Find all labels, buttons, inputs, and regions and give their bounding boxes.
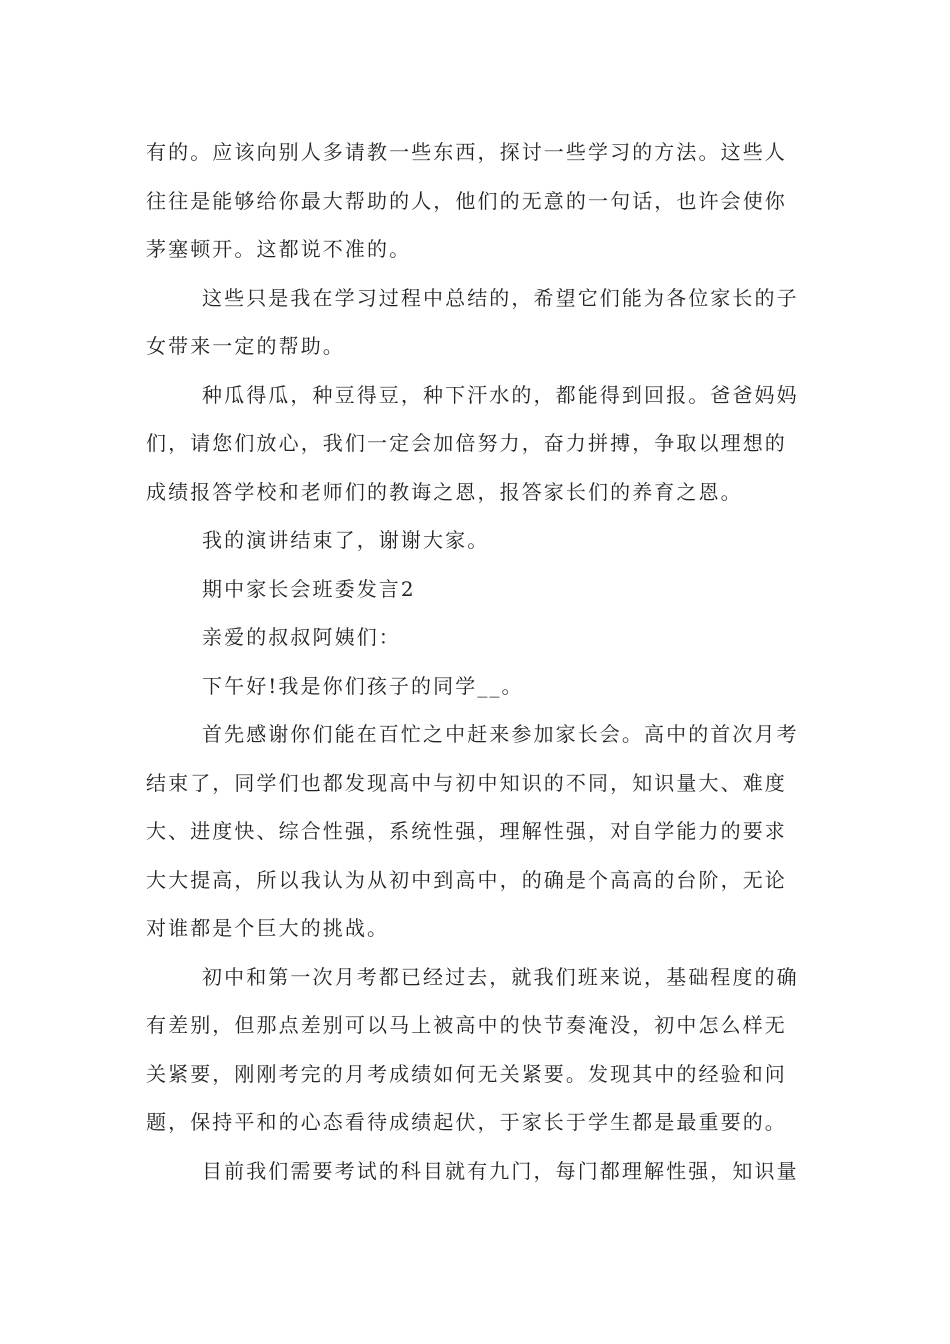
greeting-line: 下午好!我是你们孩子的同学__。 xyxy=(202,673,524,698)
text-line: 有的。应该向别人多请教一些东西，探讨一些学习的方法。这些人 xyxy=(146,140,787,164)
text-line: 往往是能够给你最大帮助的人，他们的无意的一句话，也许会使你 xyxy=(146,188,787,213)
text-line: 有差别，但那点差别可以马上被高中的快节奏淹没，初中怎么样无 xyxy=(146,1013,787,1037)
text-line: 结束了，同学们也都发现高中与初中知识的不同，知识量大、难度 xyxy=(146,770,787,795)
text-line: 题，保持平和的心态看待成绩起伏，于家长于学生都是最重要的。 xyxy=(146,1110,787,1134)
document-body xyxy=(146,128,806,1195)
paragraph-start-line: 首先感谢你们能在百忙之中赶来参加家长会。高中的首次月考 xyxy=(202,722,799,746)
text-line: 对谁都是个巨大的挑战。 xyxy=(146,916,390,940)
text-line: 大、进度快、综合性强，系统性强，理解性强，对自学能力的要求 xyxy=(146,819,787,843)
text-line: 们，请您们放心，我们一定会加倍努力，奋力拼搏，争取以理想的 xyxy=(146,431,787,455)
text-line: 关紧要，刚刚考完的月考成绩如何无关紧要。发现其中的经验和问 xyxy=(146,1061,787,1086)
paragraph-start-line: 初中和第一次月考都已经过去，就我们班来说，基础程度的确 xyxy=(202,964,799,989)
text-line: 成绩报答学校和老师们的教诲之恩，报答家长们的养育之恩。 xyxy=(146,479,743,504)
salutation: 亲爱的叔叔阿姨们： xyxy=(202,625,401,649)
paragraph-start-line: 我的演讲结束了，谢谢大家。 xyxy=(202,528,490,552)
text-line: 大大提高，所以我认为从初中到高中，的确是个高高的台阶，无论 xyxy=(146,867,787,892)
paragraph-start-line: 这些只是我在学习过程中总结的，希望它们能为各位家长的子 xyxy=(202,285,799,310)
section-title: 期中家长会班委发言2 xyxy=(202,576,416,601)
paragraph-start-line: 种瓜得瓜，种豆得豆，种下汗水的，都能得到回报。爸爸妈妈 xyxy=(202,382,799,407)
text-line: 女带来一定的帮助。 xyxy=(146,334,345,358)
paragraph-start-line: 目前我们需要考试的科目就有九门，每门都理解性强，知识量 xyxy=(202,1158,799,1183)
text-line: 茅塞顿开。这都说不准的。 xyxy=(146,237,412,261)
